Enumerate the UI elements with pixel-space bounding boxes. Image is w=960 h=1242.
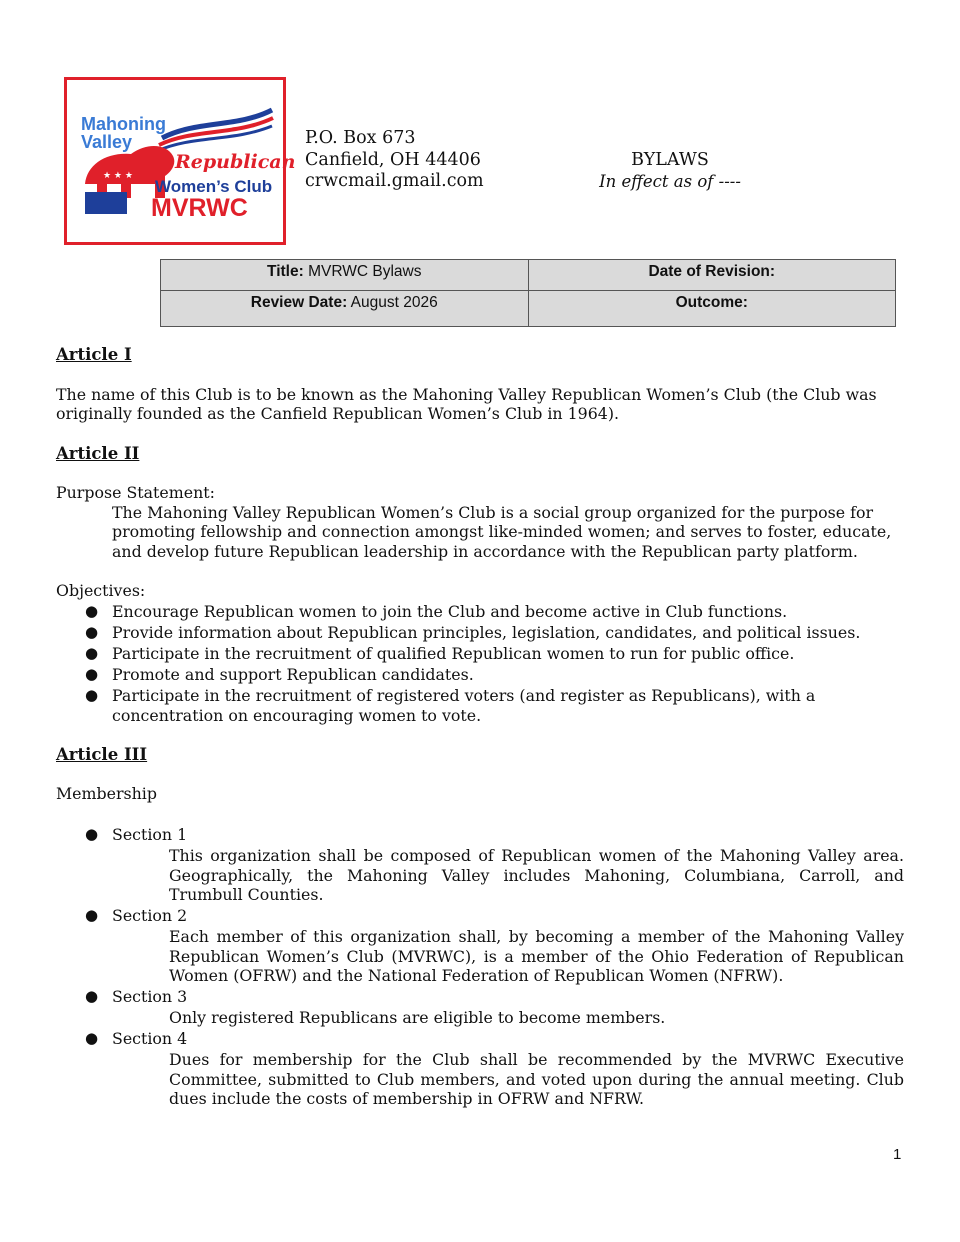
effective-date: In effect as of ---- — [599, 172, 741, 191]
address-city: Canfield, OH 44406 — [305, 149, 481, 170]
objectives-list — [56, 602, 904, 725]
objective-text: Participate in the recruitment of registered voters (and register as Republicans), with a concentration on encouraging women to vote. — [112, 686, 816, 725]
elephant-logo-graphic — [67, 80, 296, 242]
title-cell — [161, 260, 529, 291]
document-title-block — [560, 149, 780, 193]
article-1-text: The name of this Club is to be known as the Mahoning Valley Republican Women’s Club (the Club was originally founded as the Canfield Republican Women’s Club in 1964). — [56, 384, 877, 423]
section-text: Only registered Republicans are eligible to become members. — [169, 1008, 666, 1027]
membership-subheading: Membership — [56, 784, 157, 803]
club-logo — [64, 77, 296, 245]
date-of-revision-label: Date of Revision: — [648, 263, 776, 280]
club-address — [305, 128, 484, 193]
list-item — [56, 1029, 904, 1049]
objective-text: Promote and support Republican candidates. — [112, 665, 474, 684]
review-date-label: Review Date: — [250, 294, 348, 311]
bullet-icon: ● — [85, 686, 99, 704]
list-item — [56, 644, 904, 664]
bullet-icon: ● — [85, 825, 99, 843]
list-item — [56, 602, 904, 622]
bullet-icon: ● — [85, 602, 99, 620]
table-row — [161, 291, 896, 327]
membership-sections-2 — [56, 906, 904, 926]
list-item — [56, 825, 904, 845]
purpose-label: Purpose Statement: — [56, 483, 215, 502]
review-date-value: August 2026 — [347, 294, 438, 311]
purpose-text: The Mahoning Valley Republican Women’s Club is a social group organized for the purpose for promoting fellowship and connection amongst like-minded women; and serves to foster, educate, and develop future Republican leadership in accordance with the Republican party platform. — [112, 502, 892, 561]
logo-abbrev: MVRWC — [151, 194, 248, 222]
section-label: Section 3 — [112, 987, 188, 1006]
svg-text:★ ★ ★: ★ ★ ★ — [103, 171, 133, 181]
logo-script-text: Republican — [175, 151, 296, 173]
list-item — [56, 665, 904, 685]
article-1-heading: Article I — [56, 345, 132, 364]
bullet-icon: ● — [85, 906, 99, 924]
revision-table — [160, 259, 896, 327]
section-text: Dues for membership for the Club shall be recommended by the MVRWC Executive Committee, submitted to Club members, and voted upon during the annual meeting. Club dues include the costs of membership in OFRW and NFRW. — [169, 1050, 904, 1108]
review-date-cell — [161, 291, 529, 327]
logo-line2: Valley — [81, 132, 133, 152]
article-2-heading: Article II — [56, 443, 140, 463]
bullet-icon: ● — [85, 644, 99, 662]
outcome-label: Outcome: — [675, 294, 748, 311]
bullet-icon: ● — [85, 665, 99, 683]
article-3-heading: Article III — [56, 744, 148, 764]
logo-club-text: Women’s Club — [155, 177, 273, 196]
logo-line1: Mahoning — [81, 114, 166, 134]
section-text: Each member of this organization shall, by becoming a member of the Mahoning Valley Republican Women’s Club (MVRWC), is a member of the Ohio Federation of Republican Women (OFRW) and the National Federation of Republican Women (NFRW). — [169, 927, 904, 985]
section-text: This organization shall be composed of Republican women of the Mahoning Valley area. Geographically, the Mahoning Valley includes Mahoning, Columbiana, Carroll, and Trumbull Counties. — [169, 846, 904, 904]
membership-sections-4 — [56, 1029, 904, 1049]
table-row — [161, 260, 896, 291]
section-label: Section 4 — [112, 1029, 188, 1048]
page-number: 1 — [893, 1146, 902, 1163]
address-po-box: P.O. Box 673 — [305, 128, 416, 148]
bullet-icon: ● — [85, 1029, 99, 1047]
title-value: MVRWC Bylaws — [303, 263, 422, 280]
list-item — [56, 906, 904, 926]
list-item — [56, 623, 904, 643]
objective-text: Participate in the recruitment of qualified Republican women to run for public office. — [112, 644, 795, 663]
objective-text: Encourage Republican women to join the Club and become active in Club functions. — [112, 602, 788, 621]
outcome-cell — [528, 291, 896, 327]
title-label: Title: — [267, 263, 304, 280]
bullet-icon: ● — [85, 623, 99, 641]
document-title: BYLAWS — [631, 150, 709, 170]
membership-sections-3 — [56, 987, 904, 1007]
list-item — [56, 987, 904, 1007]
section-label: Section 2 — [112, 906, 188, 925]
objectives-label: Objectives: — [56, 581, 146, 600]
membership-sections — [56, 825, 904, 845]
date-of-revision-cell — [528, 260, 896, 291]
section-label: Section 1 — [112, 825, 188, 844]
bullet-icon: ● — [85, 987, 99, 1005]
address-email: crwcmail.gmail.com — [305, 171, 484, 191]
bylaws-body — [56, 345, 904, 1109]
list-item — [56, 686, 904, 725]
objective-text: Provide information about Republican principles, legislation, candidates, and political issues. — [112, 623, 861, 642]
